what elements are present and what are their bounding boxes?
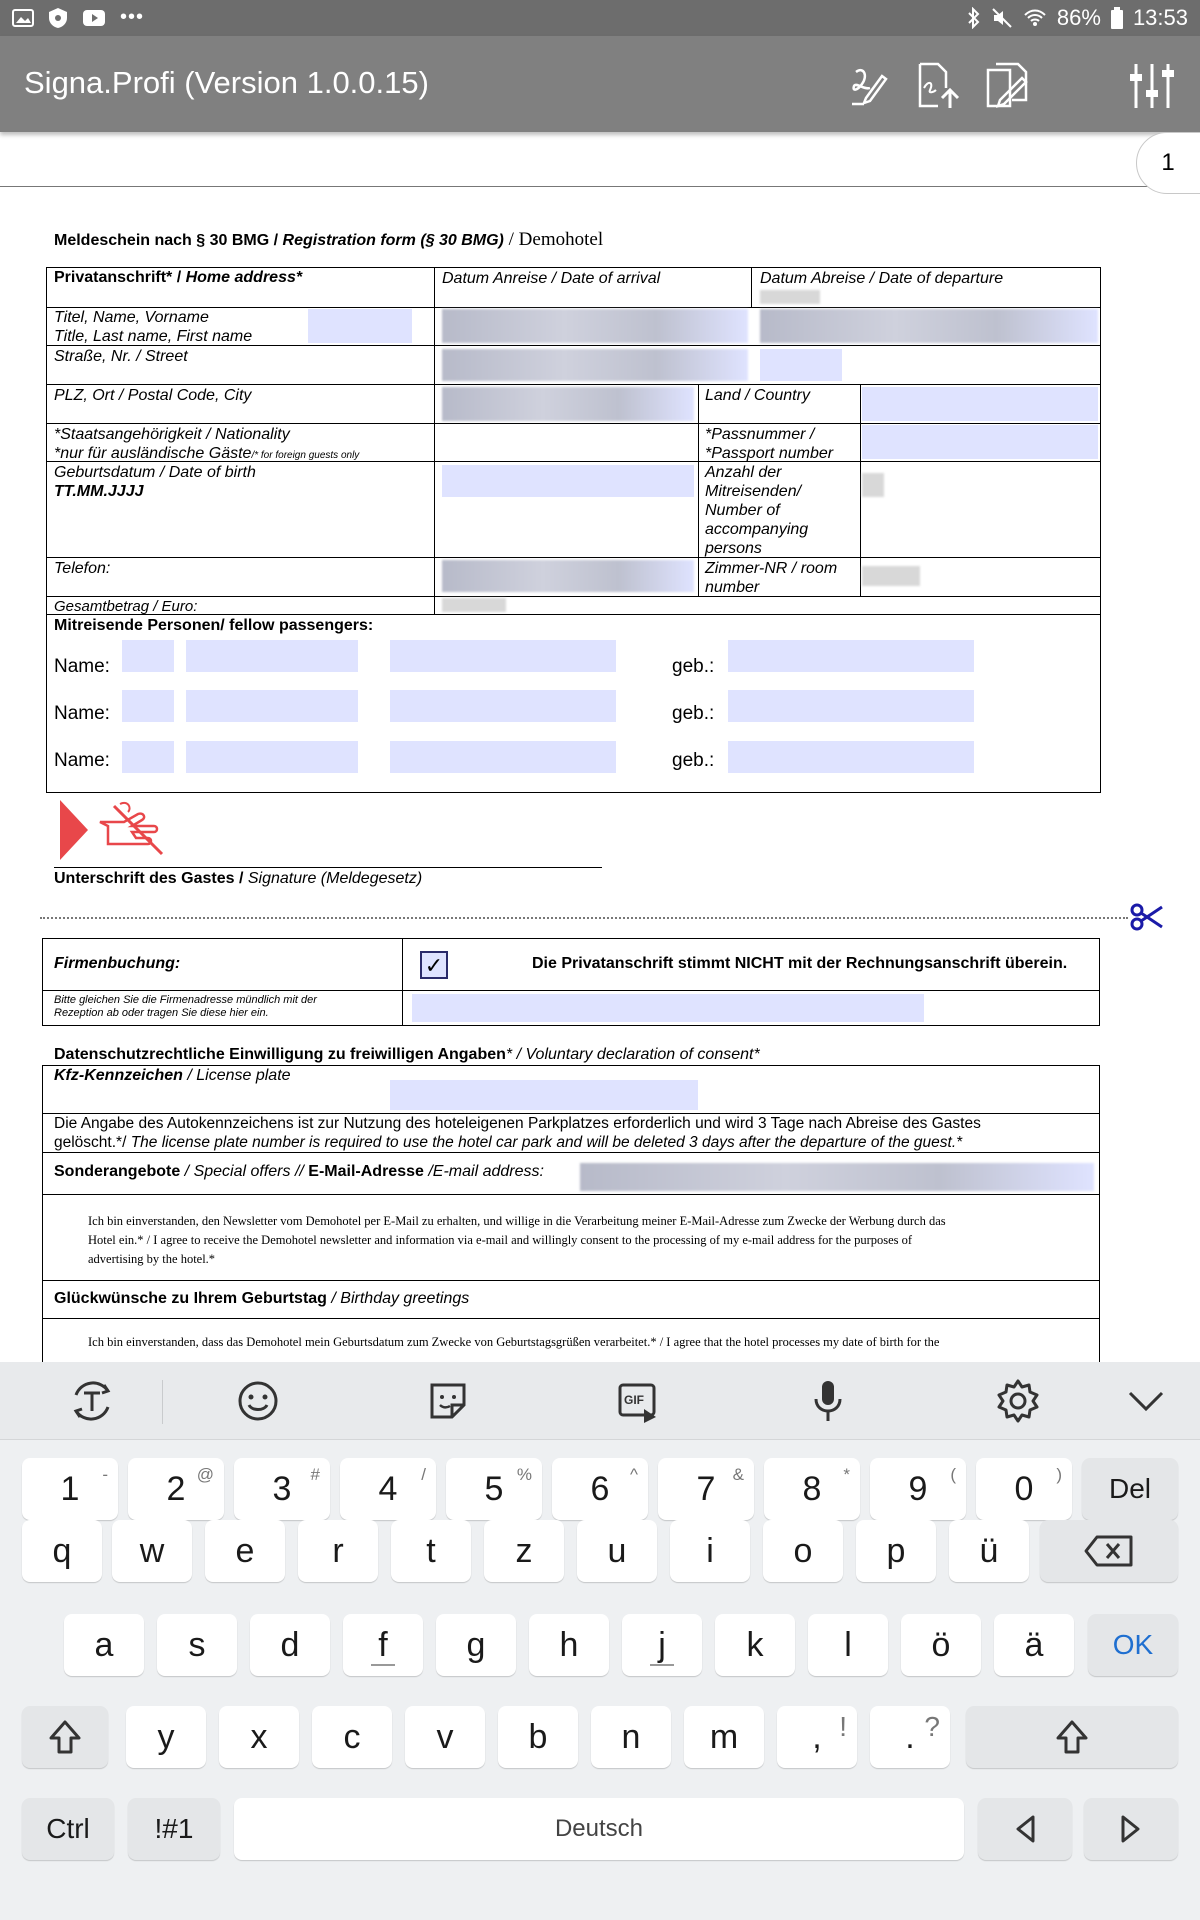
key-3[interactable]: 3 # [234,1458,330,1520]
key-v[interactable]: v [405,1706,485,1768]
ok-key[interactable]: OK [1088,1614,1178,1676]
shift-icon [48,1719,82,1755]
microphone-icon [804,1377,852,1425]
key-y[interactable]: y [126,1706,206,1768]
country-input[interactable] [862,387,1098,421]
key-period[interactable]: . ? [870,1706,950,1768]
companion-1-born-label: geb.: [672,656,715,677]
key-c[interactable]: c [312,1706,392,1768]
zip-city-input[interactable] [442,387,694,421]
companion-2-name-label: Name: [54,703,110,724]
key-9[interactable]: 9 ( [870,1458,966,1520]
key-z[interactable]: z [484,1520,564,1582]
key-q[interactable]: q [22,1520,102,1582]
companion-3-title-input[interactable] [122,741,174,773]
text-mode-button[interactable] [68,1377,116,1425]
birth-date-input[interactable] [442,465,694,497]
arrival-label: Datum Anreise / Date of arrival [442,270,661,287]
key-o[interactable]: o [763,1520,843,1582]
key-8[interactable]: 8 * [764,1458,860,1520]
key-2[interactable]: 2 @ [128,1458,224,1520]
address-differs-label: Die Privatanschrift stimmt NICHT mit der Rechnungsanschrift überein. [532,955,1068,972]
key-i[interactable]: i [670,1520,750,1582]
keyboard-settings-button[interactable] [994,1377,1042,1425]
key-p[interactable]: p [856,1520,936,1582]
clock: 13:53 [1132,5,1188,30]
key-l[interactable]: l [808,1614,888,1676]
phone-label: Telefon: [54,560,111,577]
key-0[interactable]: 0 ) [976,1458,1072,1520]
delete-key[interactable]: Del [1082,1458,1178,1520]
passport-label: *Passnummer / *Passport number [705,426,834,462]
battery-percentage: 86% [1056,5,1101,30]
companion-3-firstname-input[interactable] [390,741,616,773]
symbols-key[interactable]: !#1 [128,1798,220,1860]
key-7[interactable]: 7 & [658,1458,754,1520]
cursor-right-key[interactable] [1084,1798,1178,1860]
license-plate-input[interactable] [390,1080,698,1110]
key-4[interactable]: 4 / [340,1458,436,1520]
backspace-icon [1083,1534,1135,1568]
emoji-icon [234,1377,282,1425]
form-heading: Meldeschein nach § 30 BMG / Registration form (§ 30 BMG) / Demohotel [54,229,604,250]
key-comma[interactable]: , ! [777,1706,857,1768]
key-n[interactable]: n [591,1706,671,1768]
backspace-key[interactable] [1040,1520,1178,1582]
birthday-label: Glückwünsche zu Ihrem Geburtstag / Birthday greetings [54,1290,470,1307]
street-label: Straße, Nr. / Street [54,348,188,365]
shift-right-key[interactable] [966,1706,1178,1768]
key-x[interactable]: x [219,1706,299,1768]
companion-2-title-input[interactable] [122,690,174,722]
company-note: Bitte gleichen Sie die Firmenadresse mündlich mit der Rezeption ab oder tragen Sie diese hier ein. [54,994,317,1019]
cut-line [40,917,1128,919]
key-w[interactable]: w [112,1520,192,1582]
companion-1-lastname-input[interactable] [186,640,358,672]
companion-2-firstname-input[interactable] [390,690,616,722]
key-j[interactable]: j [622,1614,702,1676]
departure-label: Datum Abreise / Date of departure [760,270,1004,287]
house-number-input[interactable] [760,349,842,381]
companions-label: Anzahl der Mitreisenden/ Number of accompanying persons [705,464,809,557]
companions-input[interactable] [862,473,884,497]
address-differs-checkbox[interactable]: ✓ [420,951,448,979]
companion-3-born-label: geb.: [672,750,715,771]
voice-input-button[interactable] [804,1377,852,1425]
room-input[interactable] [862,566,920,586]
companion-2-birth-input[interactable] [728,690,974,722]
companion-2-lastname-input[interactable] [186,690,358,722]
key-oe[interactable]: ö [901,1614,981,1676]
more-notifications: ••• [120,6,145,28]
scissors-icon [1130,902,1164,932]
collapse-keyboard-button[interactable] [1122,1377,1170,1425]
email-input[interactable] [580,1163,1094,1191]
companion-3-name-label: Name: [54,750,110,771]
companion-1-firstname-input[interactable] [390,640,616,672]
key-t[interactable]: t [391,1520,471,1582]
key-ue[interactable]: ü [949,1520,1029,1582]
key-f[interactable]: f [343,1614,423,1676]
signature-label: Unterschrift des Gastes / Signature (Meldegesetz) [54,870,423,887]
phone-input[interactable] [442,560,694,592]
special-offers-label: Sonderangebote / Special offers // E-Mail-Adresse /E-mail address: [54,1163,544,1180]
cursor-left-key[interactable] [978,1798,1072,1860]
ctrl-key[interactable]: Ctrl [22,1798,114,1860]
license-plate-info: Die Angabe des Autokennzeichens ist zur Nutzung des hoteleigenen Parkplatzes erforderlich und wird 3 Tage nach Abreise des Gastes gelöscht.*/ The license plate number is required to use the hotel car park and will be deleted 3 days after the departure of the guest.* [54,1115,981,1151]
key-r[interactable]: r [298,1520,378,1582]
key-5[interactable]: 5 % [446,1458,542,1520]
title-input[interactable] [308,309,412,343]
total-label: Gesamtbetrag / Euro: [54,598,198,615]
company-address-input[interactable] [412,994,924,1022]
name-label: Titel, Name, Vorname Title, Last name, First name [54,309,253,345]
zip-city-label: PLZ, Ort / Postal Code, City [54,387,252,404]
companion-1-name-label: Name: [54,656,110,677]
key-b[interactable]: b [498,1706,578,1768]
fellow-passengers-label: Mitreisende Personen/ fellow passengers: [54,617,374,634]
collapse-keyboard-icon [1122,1377,1170,1425]
passport-input[interactable] [862,425,1098,459]
text-mode-icon [68,1377,116,1425]
key-h[interactable]: h [529,1614,609,1676]
last-name-input[interactable] [442,309,748,343]
license-plate-label: Kfz-Kennzeichen / License plate [54,1067,291,1084]
shift-icon [1055,1719,1089,1755]
first-name-input[interactable] [760,309,1098,343]
key-u[interactable]: u [577,1520,657,1582]
cursor-left-icon [1014,1814,1036,1844]
space-key[interactable]: Deutsch [234,1798,964,1860]
nationality-label: *Staatsangehörigkeit / Nationality *nur für ausländische Gäste/* for foreign guests only [54,426,360,462]
consent-heading: Datenschutzrechtliche Einwilligung zu freiwilligen Angaben* / Voluntary declaration of consent* [54,1046,760,1063]
street-input[interactable] [442,349,748,381]
key-k[interactable]: k [715,1614,795,1676]
emoji-button[interactable] [234,1377,282,1425]
company-booking-label: Firmenbuchung: [54,955,181,972]
page-number-indicator[interactable]: 1 [1136,132,1200,194]
companion-1-birth-input[interactable] [728,640,974,672]
total-input[interactable] [442,598,506,612]
keyboard-toolbar [0,1362,1200,1440]
room-label: Zimmer-NR / room number [705,560,838,596]
key-e[interactable]: e [205,1520,285,1582]
companion-3-birth-input[interactable] [728,741,974,773]
birthday-consent-text: Ich bin einverstanden, dass das Demohotel mein Geburtsdatum zum Zwecke von Geburtstagsgrüßen verarbeitet.* / I agree that the hotel processes my date of birth for the [88,1335,940,1349]
key-m[interactable]: m [684,1706,764,1768]
key-6[interactable]: 6 ^ [552,1458,648,1520]
sticker-icon [424,1377,472,1425]
key-a[interactable]: a [64,1614,144,1676]
companion-3-lastname-input[interactable] [186,741,358,773]
sticker-button[interactable] [424,1377,472,1425]
page-separator [0,186,1148,187]
signature-hand-icon [58,798,172,864]
shift-left-key[interactable] [22,1706,108,1768]
key-ae[interactable]: ä [994,1614,1074,1676]
birth-label: Geburtsdatum / Date of birth TT.MM.JJJJ [54,464,256,500]
departure-value-redacted [760,290,820,304]
cursor-right-icon [1120,1814,1142,1844]
key-g[interactable]: g [436,1614,516,1676]
app-title: Signa.Profi (Version 1.0.0.15) [24,65,429,100]
gif-button[interactable] [614,1377,662,1425]
key-s[interactable]: s [157,1614,237,1676]
newsletter-consent-text: Ich bin einverstanden, den Newsletter vom Demohotel per E-Mail zu erhalten, und willige in die Verarbeitung meiner E-Mail-Adresse zum Zwecke der Werbung durch das Hotel ein.* / I agree to receive the Demohotel newsletter and information via e-mail and willingly consent to the processing of my e-mail address for the purposes of advertising by the hotel.* [88,1214,946,1266]
on-screen-keyboard [0,1362,1200,1920]
gif-label: GIF [624,1393,644,1407]
home-address-label: Privatanschrift* / Home address* [54,269,303,286]
country-label: Land / Country [705,387,810,404]
key-1[interactable]: 1 - [22,1458,118,1520]
signature-button[interactable] [58,798,172,869]
companion-1-title-input[interactable] [122,640,174,672]
keyboard-settings-icon [994,1377,1042,1425]
companion-2-born-label: geb.: [672,703,715,724]
key-d[interactable]: d [250,1614,330,1676]
